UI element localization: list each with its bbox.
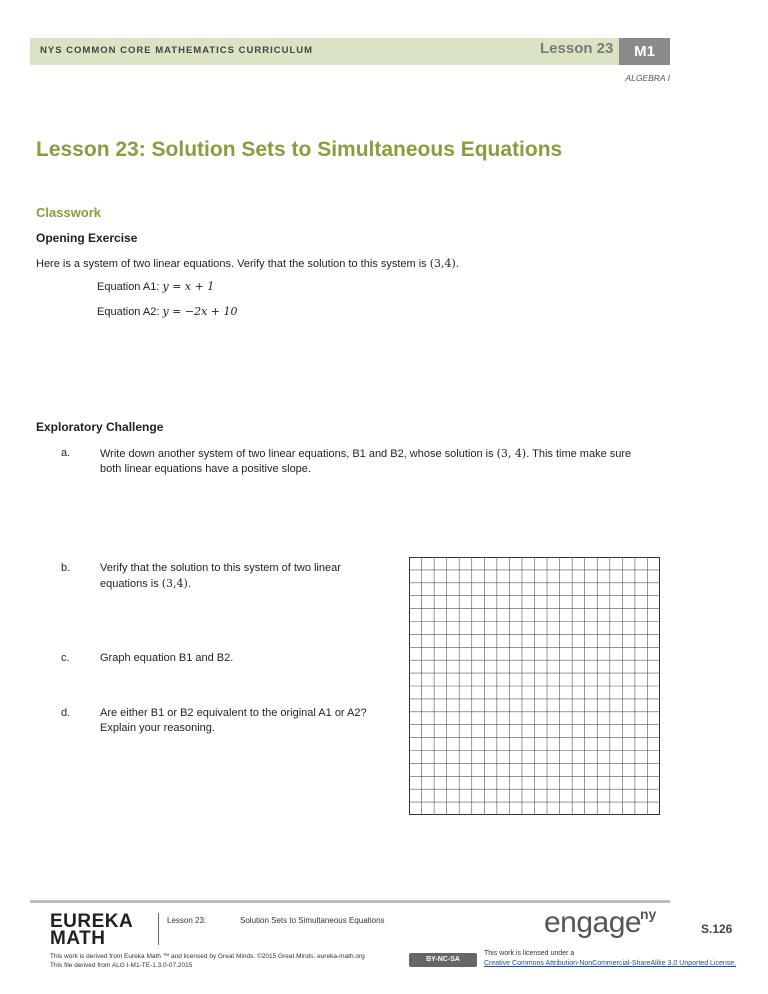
footer-rule xyxy=(30,900,670,903)
item-c-text: Graph equation B1 and B2. xyxy=(100,652,234,664)
license-link[interactable]: Creative Commons Attribution-NonCommercial-ShareAlike 3.0 Unported License. xyxy=(484,960,737,967)
eureka-math-logo: EUREKA MATH xyxy=(50,911,134,949)
page-number: S.126 xyxy=(701,922,733,936)
item-a-text: Write down another system of two linear equations, B1 and B2, whose solution is (3, 4). This time make sure both linear equations have a positive slope. xyxy=(100,447,632,475)
footer-file: This file derived from ALG I-M1-TE-1.3.0-07.2015 xyxy=(50,962,193,969)
graph-grid[interactable] xyxy=(409,557,660,815)
page-title: Lesson 23: Solution Sets to Simultaneous Equations xyxy=(36,138,563,161)
module-badge: M1 xyxy=(619,38,670,65)
engageny-logo: engage xyxy=(544,906,642,939)
exploratory-challenge-heading: Exploratory Challenge xyxy=(36,420,164,434)
curriculum-label: NYS COMMON CORE MATHEMATICS CURRICULUM xyxy=(40,45,314,56)
item-c-label: c. xyxy=(61,652,70,664)
item-b-text: Verify that the solution to this system of two linear equations is (3,4). xyxy=(100,562,341,590)
equation-a2: Equation A2: y = −2x + 10 xyxy=(97,305,238,318)
lesson-number: Lesson 23 xyxy=(540,40,614,57)
item-d-label: d. xyxy=(61,707,71,719)
cc-license-badge: BY-NC-SA xyxy=(409,953,477,967)
engageny-logo-ny: ny xyxy=(640,906,657,922)
classwork-heading: Classwork xyxy=(36,205,102,220)
item-a-label: a. xyxy=(61,447,71,459)
course-label: ALGEBRA I xyxy=(625,73,670,83)
item-b-label: b. xyxy=(61,562,71,574)
opening-intro: Here is a system of two linear equations. Verify that the solution to this system is (3,4). xyxy=(36,257,459,270)
footer-divider xyxy=(158,913,159,945)
license-text: This work is licensed under a xyxy=(484,950,575,957)
footer-lesson-title: Solution Sets to Simultaneous Equations xyxy=(240,916,385,925)
footer-lesson-label: Lesson 23: xyxy=(167,916,207,925)
item-d-text: Are either B1 or B2 equivalent to the original A1 or A2? Explain your reasoning. xyxy=(100,707,367,734)
equation-a1: Equation A1: y = x + 1 xyxy=(97,280,215,293)
footer-credit: This work is derived from Eureka Math ™ and licensed by Great Minds. ©2015 Great Minds. eureka-math.org xyxy=(50,953,365,960)
opening-exercise-heading: Opening Exercise xyxy=(36,231,138,245)
